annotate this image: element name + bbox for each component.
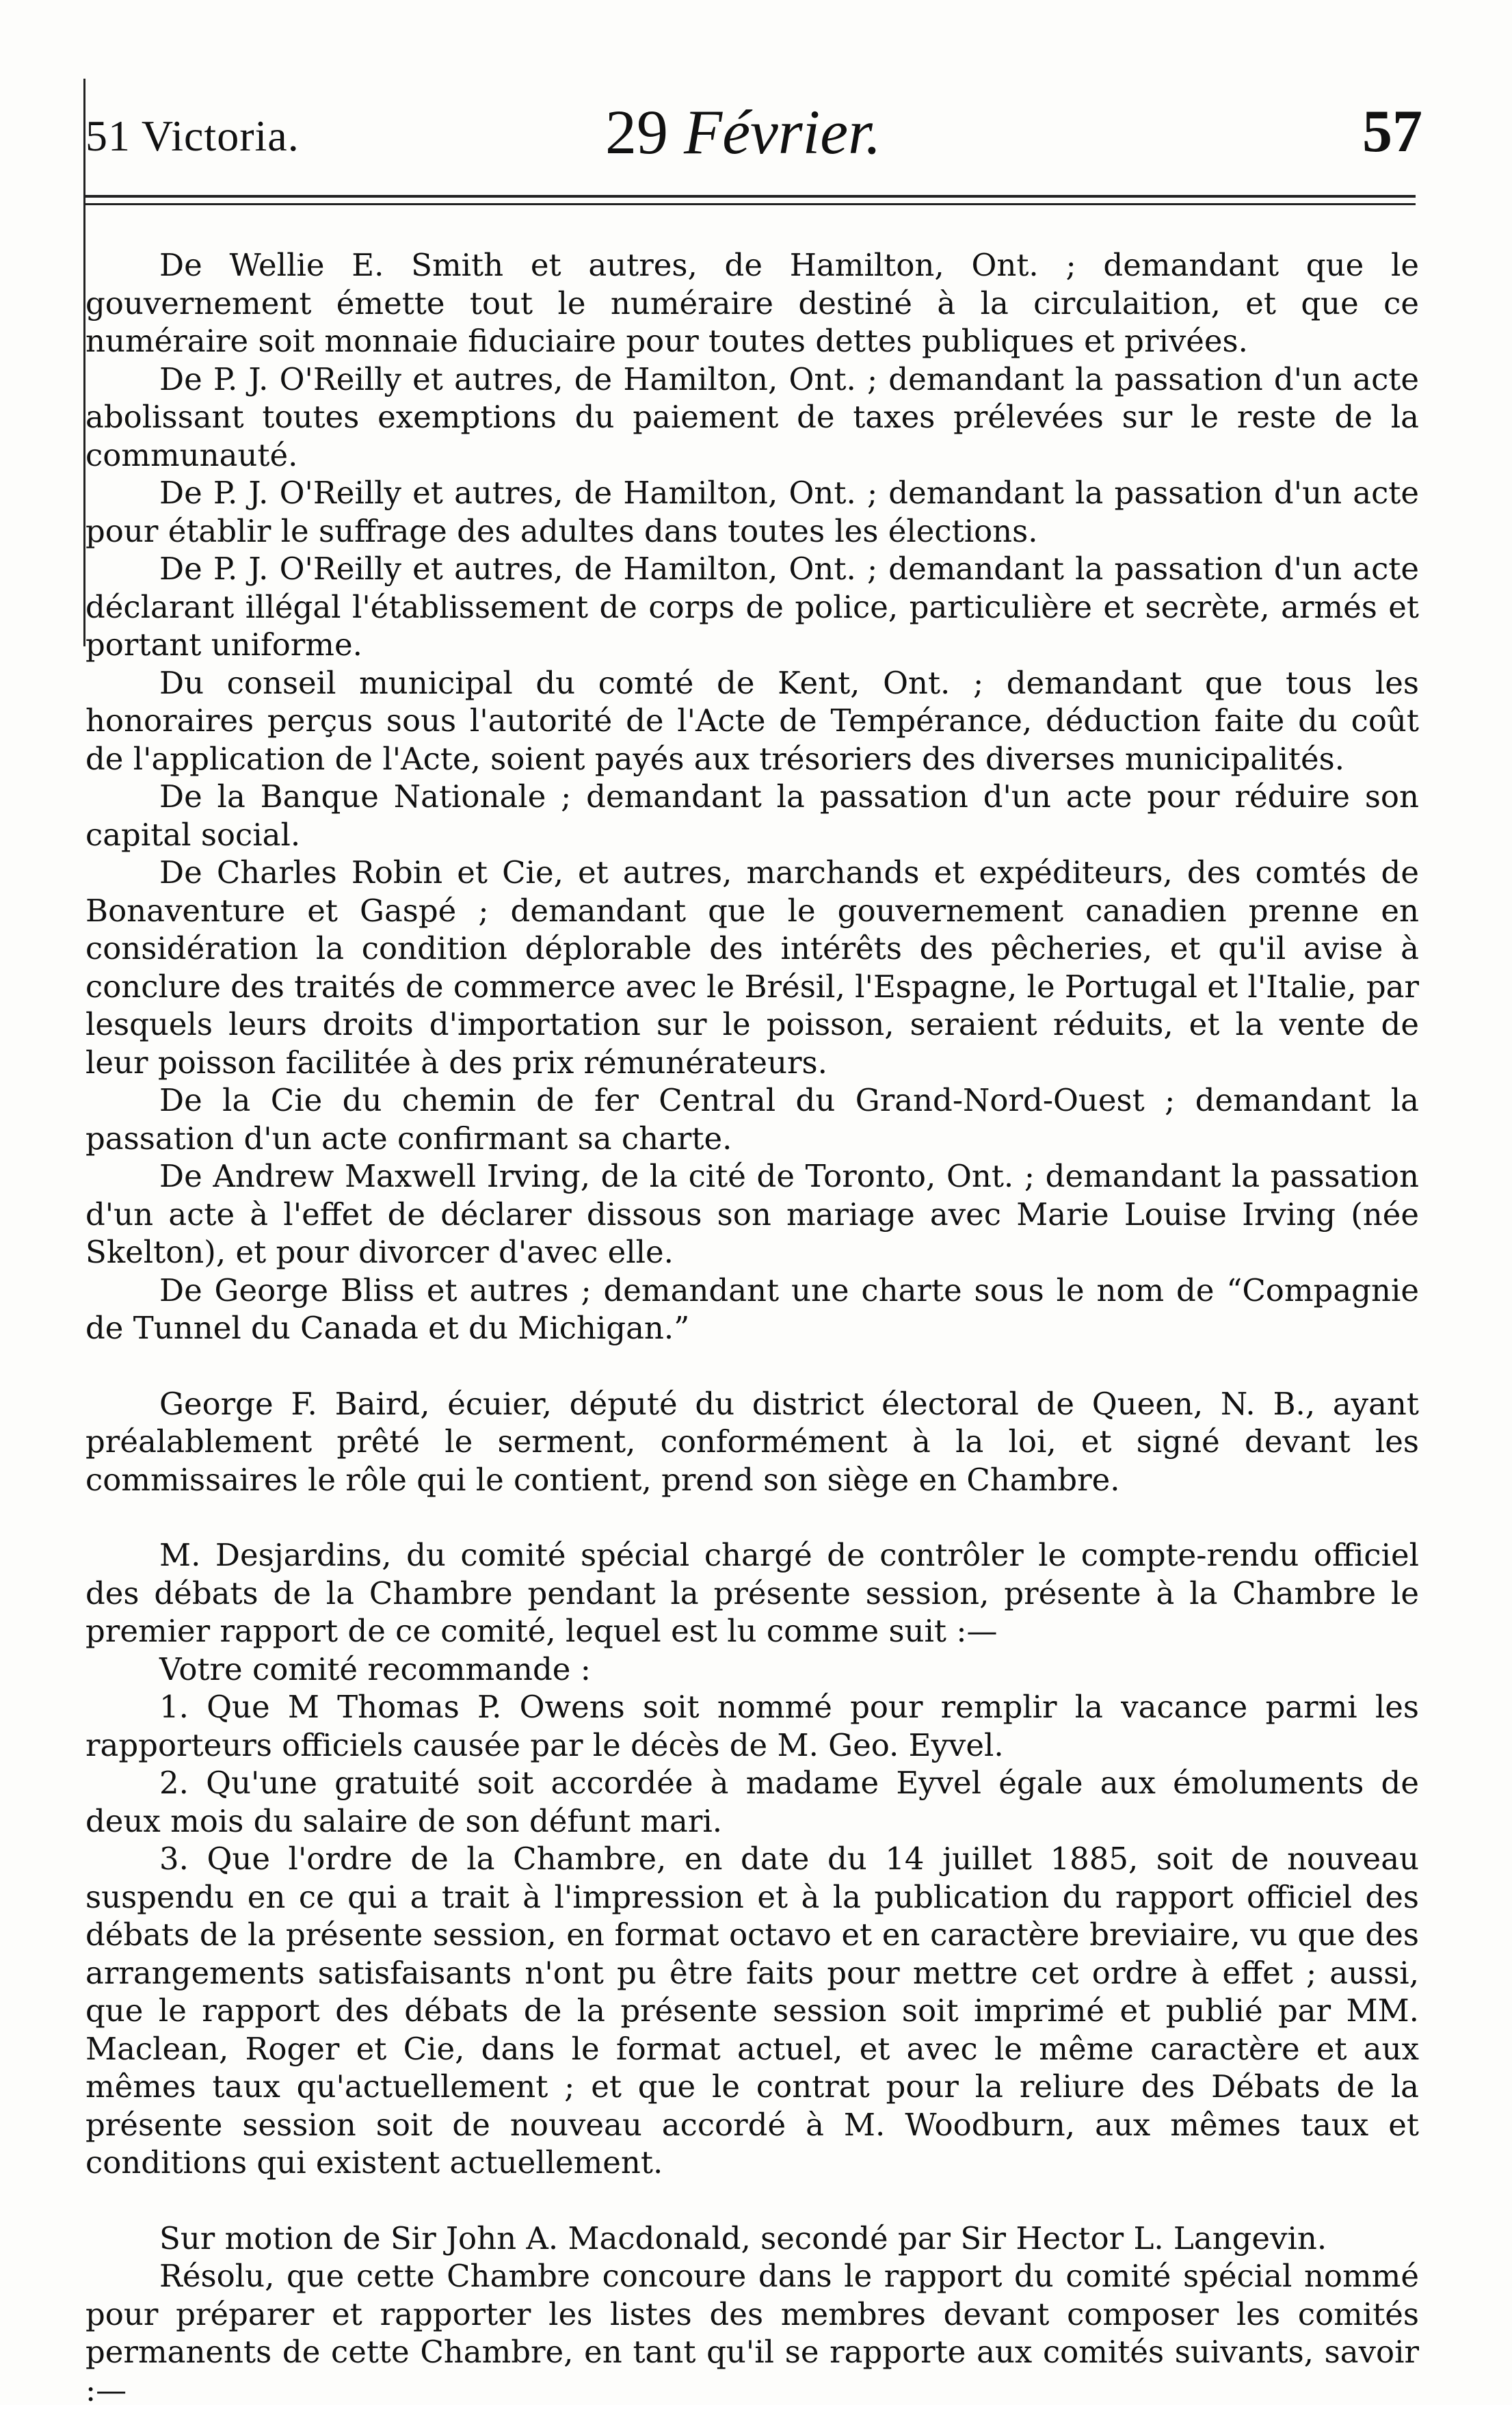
recommendation-item: 1. Que M Thomas P. Owens soit nommé pour remplir la vacance parmi les rapporteurs officiels causée par le décès de M. Geo. Eyvel. [85,1689,1419,1763]
page-number: 57 [1362,98,1422,165]
recommendation-item: 3. Que l'ordre de la Chambre, en date du 14 juillet 1885, soit de nouveau suspendu en ce qui a trait à l'impression et à la publication du rapport officiel des débats de la présente session, en format octavo et en caractère breviaire, vu que des arrangements satisfaisants n'ont pu être faits pour mettre cet ordre à effet ; aussi, que le rapport des débats de la présente session soit imprimé et publié par MM. Maclean, Roger et Cie, dans le format actuel, et avec le même caractère et aux mêmes taux qu'actuellement ; et que le contrat pour la reliure des Débats de la présente session soit de nouveau accordé à M. Woodburn, aux mêmes taux et conditions qui existent actuellement. [85,1841,1419,2181]
committee-recommends-line: Votre comité recommande : [159,1650,591,1687]
motion-paragraph: Sur motion de Sir John A. Macdonald, secondé par Sir Hector L. Langevin. [159,2220,1327,2256]
petition-paragraph: De P. J. O'Reilly et autres, de Hamilton, Ont. ; demandant la passation d'un acte pour établir le suffrage des adultes dans toutes les élections. [85,475,1419,549]
petition-paragraph: De Andrew Maxwell Irving, de la cité de Toronto, Ont. ; demandant la passation d'un acte à l'effet de déclarer dissous son mariage avec Marie Louise Irving (née Skelton), et pour divorcer d'avec elle. [85,1158,1419,1270]
header-date-month: Février. [684,97,881,167]
petition-paragraph: De la Banque Nationale ; demandant la passation d'un acte pour réduire son capital social. [85,778,1419,853]
petition-paragraph: De P. J. O'Reilly et autres, de Hamilton, Ont. ; demandant la passation d'un acte abolissant toutes exemptions du paiement de taxes prélevées sur le reste de la communauté. [85,360,1419,473]
petition-paragraph: De Charles Robin et Cie, et autres, marchands et expéditeurs, des comtés de Bonaventure et Gaspé ; demandant que le gouvernement canadien prenne en considération la condition déplorable des intérêts des pêcheries, et qu'il avise à conclure des traités de commerce avec le Brésil, l'Espagne, le Portugal et l'Italie, par lesquels leurs droits d'importation sur le poisson, seraient réduits, et la vente de leur poisson facilitée à des prix rémunérateurs. [85,854,1419,1081]
header-rule-bottom [85,203,1416,205]
petition-paragraph: De P. J. O'Reilly et autres, de Hamilton, Ont. ; demandant la passation d'un acte déclarant illégal l'établissement de corps de police, particulière et secrète, armés et portant uniforme. [85,551,1419,663]
header-rule-top [85,195,1416,198]
header-regnal-year: 51 Victoria. [85,111,300,160]
petition-paragraph: De George Bliss et autres ; demandant une charte sous le nom de “Compagnie de Tunnel du Canada et du Michigan.” [85,1272,1419,1346]
committee-report-paragraph: M. Desjardins, du comité spécial chargé de contrôler le compte-rendu officiel des débats de la Chambre pendant la présente session, présente à la Chambre le premier rapport de ce comité, lequel est lu comme suit :— [85,1537,1419,1649]
page-header [85,82,1422,178]
header-date [605,96,881,168]
petition-paragraph: De la Cie du chemin de fer Central du Grand-Nord-Ouest ; demandant la passation d'un acte confirmant sa charte. [85,1082,1419,1157]
header-date-day: 29 [605,97,668,167]
recommendation-item: 2. Qu'une gratuité soit accordée à madame Eyvel égale aux émoluments de deux mois du salaire de son défunt mari. [85,1765,1419,1839]
petition-paragraph: Du conseil municipal du comté de Kent, Ont. ; demandant que tous les honoraires perçus sous l'autorité de l'Acte de Tempérance, déduction faite du coût de l'application de l'Acte, soient payés aux trésoriers des diverses municipalités. [85,664,1419,777]
resolution-paragraph: Résolu, que cette Chambre concoure dans le rapport du comité spécial nommé pour préparer et rapporter les listes des membres devant composer les comités permanents de cette Chambre, en tant qu'il se rapporte aux comités suivants, savoir :— [85,2258,1419,2408]
petition-paragraph: De Wellie E. Smith et autres, de Hamilton, Ont. ; demandant que le gouvernement émette tout le numéraire destiné à la circulaition, et que ce numéraire soit monnaie fiduciaire pour toutes dettes publiques et privées. [85,247,1419,359]
document-body [85,246,1419,2409]
member-seated-paragraph: George F. Baird, écuier, député du district électoral de Queen, N. B., ayant préalablement prêté le serment, conformément à la loi, et signé devant les commissaires le rôle qui le contient, prend son siège en Chambre. [85,1385,1419,1498]
